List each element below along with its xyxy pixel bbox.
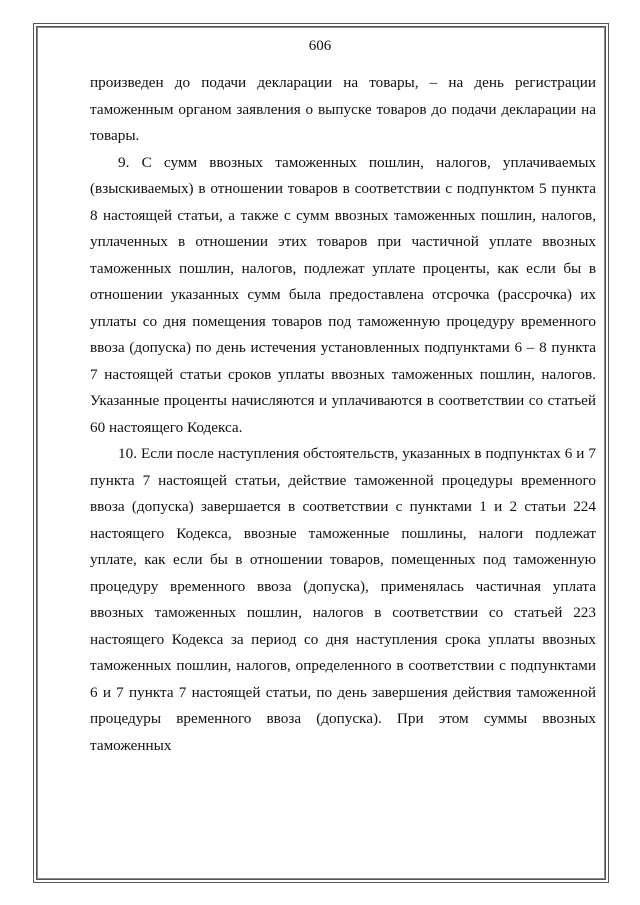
paragraph-continuation: произведен до подачи декларации на товары, – на день регистрации таможенным органом заявления о выпуске товаров до подачи декларации на товары.: [90, 74, 596, 144]
paragraph-item-10: 10. Если после наступления обстоятельств, указанных в подпунктах 6 и 7 пункта 7 настоящей статьи, действие таможенной процедуры временного ввоза (допуска) завершается в соответствии с пунктами 1 и 2 статьи 224 настоящего Кодекса, ввозные таможенные пошлины, налоги подлежат уплате, как если бы в отношении товаров, помещенных под таможенную процедуру временного ввоза (допуска), применялась частичная уплата ввозных таможенных пошлин, налогов в соответствии со статьей 223 настоящего Кодекса за период со дня наступления срока уплаты ввозных таможенных пошлин, налогов, определенного в соответствии с подпунктами 6 и 7 пункта 7 настоящей статьи, по день завершения действия таможенной процедуры временного ввоза (допуска). При этом суммы ввозных таможенных: [90, 445, 596, 754]
document-body: [90, 70, 596, 759]
page-number: 606: [308, 38, 332, 54]
paragraph-item-9: 9. С сумм ввозных таможенных пошлин, налогов, уплачиваемых (взыскиваемых) в отношении товаров в соответствии с подпунктом 5 пункта 8 настоящей статьи, а также с сумм ввозных таможенных пошлин, налогов, уплаченных в отношении этих товаров при частичной уплате ввозных таможенных пошлин, налогов, подлежат уплате проценты, как если бы в отношении указанных сумм была предоставлена отсрочка (рассрочка) их уплаты со дня помещения товаров под таможенную процедуру временного ввоза (допуска) по день истечения установленных подпунктами 6 – 8 пункта 7 настоящей статьи сроков уплаты ввозных таможенных пошлин, налогов. Указанные проценты начисляются и уплачиваются в соответствии со статьей 60 настоящего Кодекса.: [90, 153, 596, 436]
